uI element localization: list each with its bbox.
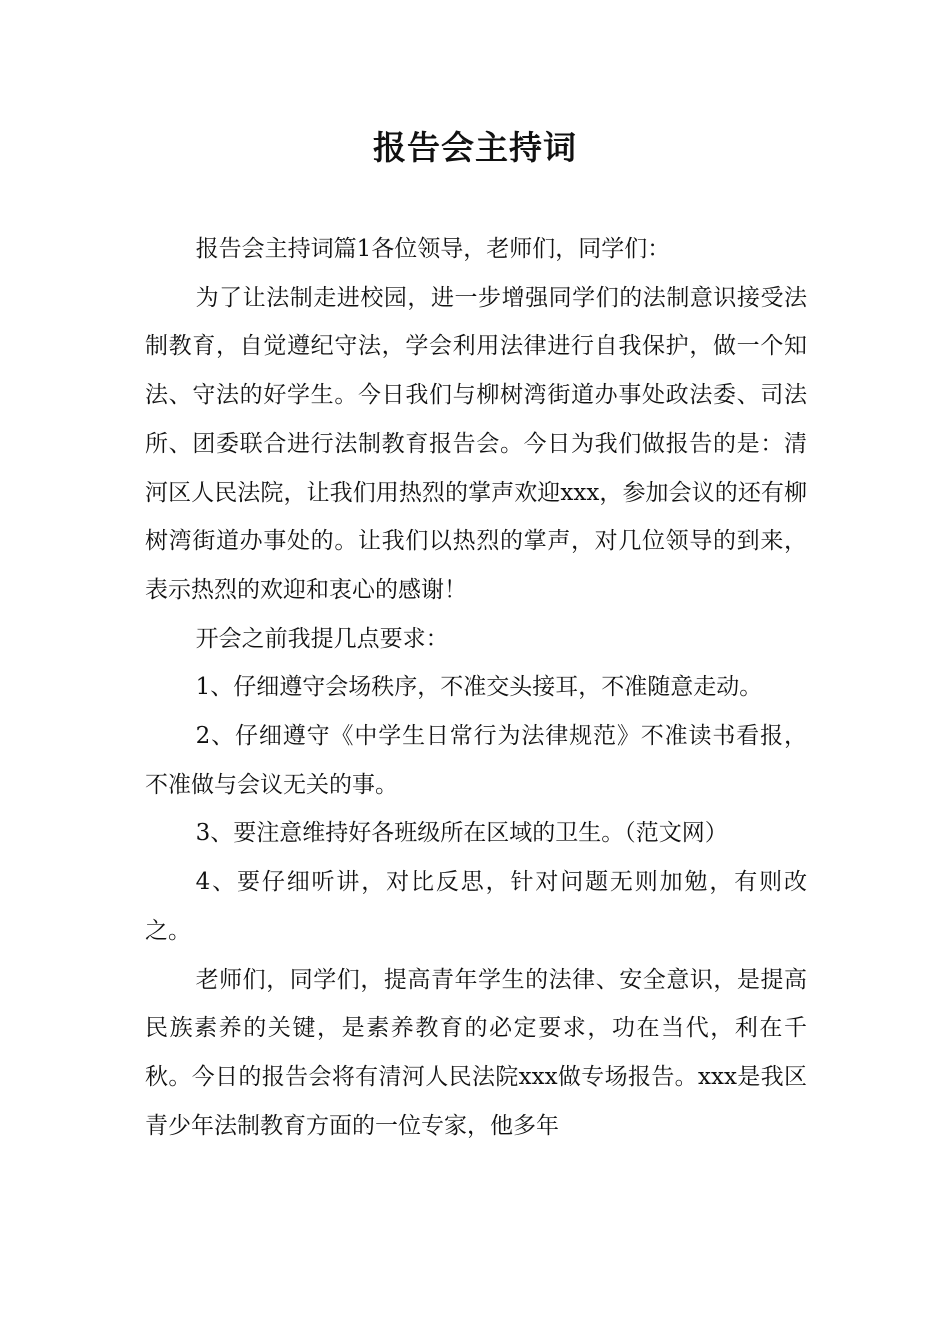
paragraph-requirement-3: 3、要注意维持好各班级所在区域的卫生。（范文网）	[195, 820, 728, 847]
paragraph-greeting: 报告会主持词篇1各位领导，老师们，同学们：	[195, 236, 671, 262]
paragraph-requirements-heading: 开会之前我提几点要求：	[195, 625, 449, 652]
paragraph-closing: 老师们，同学们，提高青年学生的法律、安全意识，是提高民族素养的关键，是素养教育的必定要求，功在当代，利在千秋。今日的报告会将有清河人民法院xxx做专场报告。xxx是我区青少年法制教育方面的一位专家，他多年	[145, 966, 807, 1139]
paragraph-requirement-2: 2、仔细遵守《中学生日常行为法律规范》不准读书看报，不准做与会议无关的事。	[145, 723, 807, 798]
document-body	[145, 225, 807, 1150]
document-title: 报告会主持词	[373, 128, 577, 167]
paragraph-requirement-1: 1、仔细遵守会场秩序，不准交头接耳，不准随意走动。	[195, 674, 763, 701]
paragraph-requirement-4: 4、要仔细听讲，对比反思，针对问题无则加勉，有则改之。	[145, 869, 807, 944]
paragraph-intro: 为了让法制走进校园，进一步增强同学们的法制意识接受法制教育，自觉遵纪守法，学会利用法律进行自我保护，做一个知法、守法的好学生。今日我们与柳树湾街道办事处政法委、司法所、团委联合进行法制教育报告会。今日为我们做报告的是：清河区人民法院，让我们用热烈的掌声欢迎xxx，参加会议的还有柳树湾街道办事处的。让我们以热烈的掌声，对几位领导的到来，表示热烈的欢迎和衷心的感谢！	[145, 284, 807, 603]
